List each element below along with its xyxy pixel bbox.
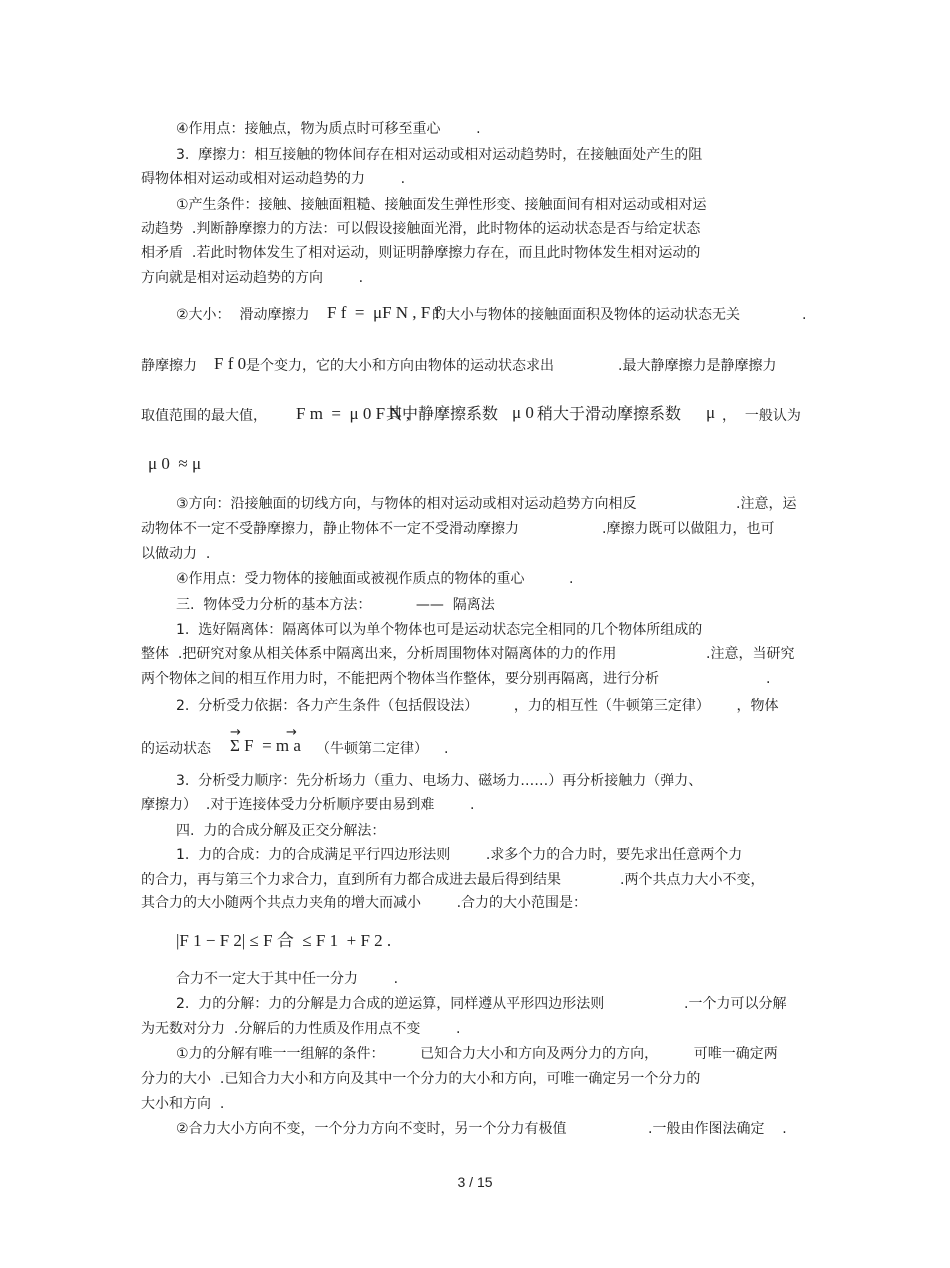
formula-mu0-approx-mu: μ 0 ≈ μ: [148, 454, 202, 473]
text-line: 为无数对分力 .分解后的力性质及作用点不变 .: [141, 1021, 461, 1037]
text-line: ②合力大小方向不变，一个分力方向不变时，另一个分力有极值: [176, 1121, 567, 1137]
text-line: .一般由作图法确定 .: [648, 1121, 787, 1137]
text-line: 3. 分析受力顺序：先分析场力（重力、电场力、磁场力……）再分析接触力（弹力、: [176, 773, 703, 789]
text-line: 的大小与物体的接触面面积及物体的运动状态无关: [432, 307, 740, 323]
text-line: 稍大于滑动摩擦系数: [537, 404, 682, 423]
text-line: .: [802, 307, 807, 323]
text-line: ①产生条件：接触、接触面粗糙、接触面发生弹性形变、接触面间有相对运动或相对运: [176, 197, 707, 213]
text-line: 是个变力，它的大小和方向由物体的运动状态求出: [246, 358, 554, 374]
text-line: 2. 力的分解：力的分解是力合成的逆运算，同样遵从平形四边形法则: [176, 996, 605, 1012]
text-line: ③方向：沿接触面的切线方向，与物体的相对运动或相对运动趋势方向相反: [176, 496, 637, 512]
text-line: 3. 摩擦力：相互接触的物体间存在相对运动或相对运动趋势时，在接触面处产生的阻: [176, 147, 703, 163]
text-line: ①力的分解有唯一一组解的条件： 已知合力大小和方向及两分力的方向， 可唯一确定两: [176, 1046, 778, 1062]
text-line: 摩擦力） .对于连接体受力分析顺序要由易到难 .: [141, 797, 475, 813]
text-line: （牛顿第二定律）: [316, 741, 428, 757]
formula-max-static-friction: F m = μ 0 F N ,: [296, 404, 411, 423]
text-line: 1. 力的合成：力的合成满足平行四边形法则 .求多个力的合力时，要先求出任意两个力: [176, 847, 743, 863]
formula-mu0: μ 0: [512, 403, 534, 422]
text-line: .注意，当研究: [706, 646, 795, 662]
text-line: ， 一般认为: [722, 408, 801, 424]
formula-sliding-friction: F f = μF N , F f: [327, 303, 441, 322]
page-number: 3 / 15: [457, 1174, 493, 1190]
text-line: 其中静摩擦系数: [386, 404, 499, 423]
text-line: ④作用点：受力物体的接触面或被视作质点的物体的重心 .: [176, 571, 574, 587]
text-line: 分力的大小 .已知合力大小和方向及其中一个分力的大小和方向，可唯一确定另一个分力的: [141, 1071, 701, 1087]
text-line: 的运动状态: [141, 741, 211, 757]
arrow-over-sigma-F: →: [230, 725, 241, 740]
text-line: 动物体不一定不受静摩擦力，静止物体不一定不受滑动摩擦力: [141, 521, 519, 537]
text-line: 1. 选好隔离体：隔离体可以为单个物体也可是运动状态完全相同的几个物体所组成的: [176, 622, 703, 638]
text-line: .一个力可以分解: [684, 996, 787, 1012]
formula-static-friction: F f 0: [214, 354, 247, 373]
arrow-over-a: →: [286, 725, 297, 740]
text-line: 取值范围的最大值，: [141, 408, 267, 424]
text-line: 以做动力 .: [141, 546, 211, 562]
formula-resultant-range: |F 1 − F 2| ≤ F 合 ≤ F 1 + F 2 .: [176, 931, 392, 950]
text-line: 其合力的大小随两个共点力夹角的增大而减小 .合力的大小范围是：: [141, 895, 588, 911]
text-line: 两个物体之间的相互作用力时，不能把两个物体当作整体，要分别再隔离，进行分析: [141, 671, 659, 687]
text-line: 整体 .把研究对象从相关体系中隔离出来，分析周围物体对隔离体的力的作用: [141, 646, 617, 662]
formula-newton-second-law: Σ F = m a: [230, 736, 301, 755]
text-line: 碍物体相对运动或相对运动趋势的力 .: [141, 171, 406, 187]
text-line: 2. 分析受力依据：各力产生条件（包括假设法） ，力的相互性（牛顿第三定律） ，物体: [176, 698, 779, 714]
text-line: 方向就是相对运动趋势的方向 .: [141, 270, 364, 286]
text-line: 大小和方向 .: [141, 1096, 225, 1112]
text-line: ②大小： 滑动摩擦力: [176, 307, 310, 323]
text-line: 三. 物体受力分析的基本方法： —— 隔离法: [176, 597, 495, 613]
formula-mu: μ: [706, 403, 716, 422]
text-line: .最大静摩擦力是静摩擦力: [618, 358, 777, 374]
text-line: .: [766, 671, 771, 687]
text-line: .两个共点力大小不变，: [620, 872, 765, 888]
text-line: 动趋势 .判断静摩擦力的方法：可以假设接触面光滑，此时物体的运动状态是否与给定状态: [141, 221, 701, 237]
text-line: .摩擦力既可以做阻力，也可: [602, 521, 775, 537]
text-line: 静摩擦力: [141, 358, 197, 374]
text-line: .注意，运: [736, 496, 797, 512]
text-line: ④作用点：接触点，物为质点时可移至重心 .: [176, 121, 481, 137]
text-line: 四. 力的合成分解及正交分解法：: [176, 823, 386, 839]
text-line: 合力不一定大于其中任一分力 .: [176, 971, 399, 987]
text-line: 相矛盾 .若此时物体发生了相对运动，则证明静摩擦力存在，而且此时物体发生相对运动的: [141, 245, 701, 261]
text-line: .: [444, 741, 449, 757]
text-line: 的合力，再与第三个力求合力，直到所有力都合成进去最后得到结果: [141, 872, 561, 888]
